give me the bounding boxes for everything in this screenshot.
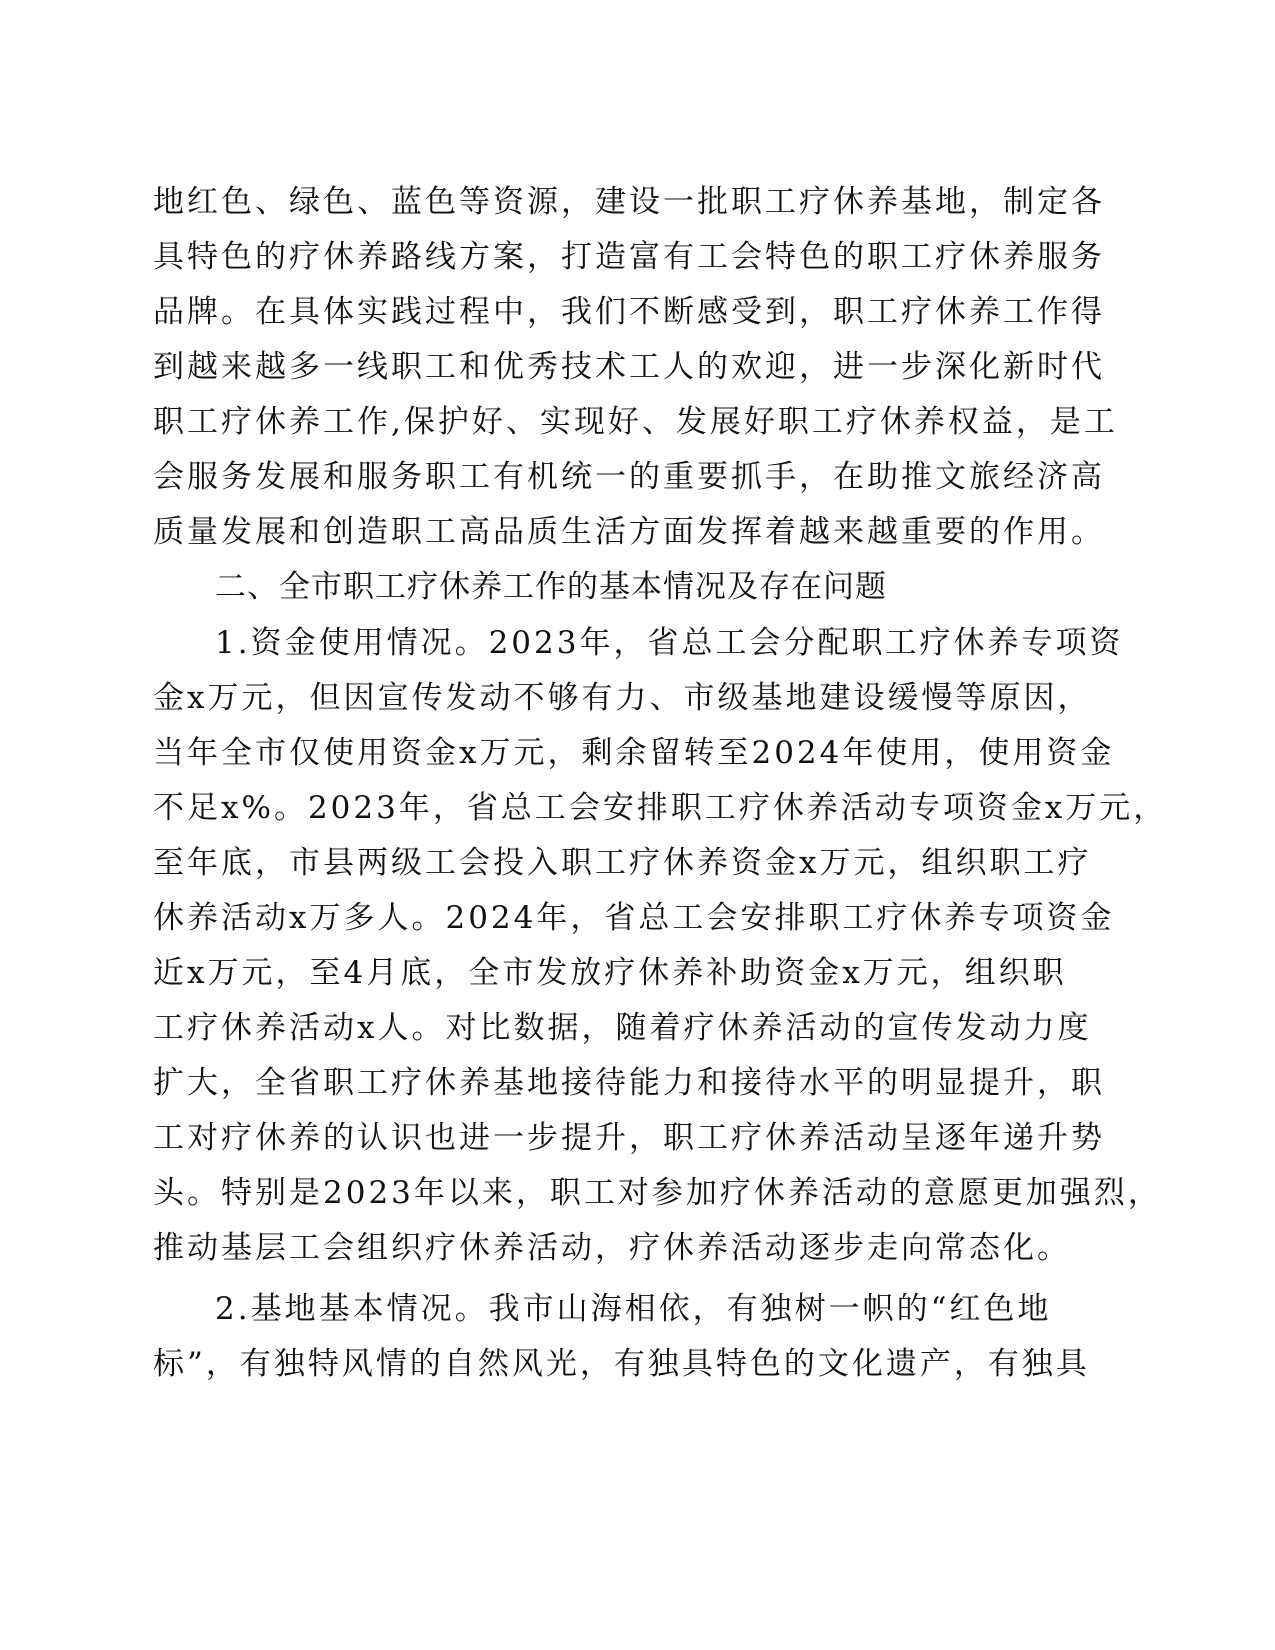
body-line: 质量发展和创造职工高品质生活方面发挥着越来越重要的作用。	[153, 514, 1105, 550]
section-heading: 二、全市职工疗休养工作的基本情况及存在问题	[215, 569, 887, 605]
body-line: 到越来越多一线职工和优秀技术工人的欢迎，进一步深化新时代	[153, 349, 1105, 385]
body-line: 工疗休养活动x人。对比数据，随着疗休养活动的宣传发动力度	[153, 1010, 1092, 1046]
body-line: 工对疗休养的认识也进一步提升，职工疗休养活动呈逐年递升势	[153, 1120, 1105, 1156]
body-line: 品牌。在具体实践过程中，我们不断感受到，职工疗休养工作得	[153, 294, 1105, 330]
body-line: 头。特别是2023年以来，职工对参加疗休养活动的意愿更加强烈，	[153, 1175, 1162, 1211]
body-line: 推动基层工会组织疗休养活动，疗休养活动逐步走向常态化。	[153, 1230, 1071, 1266]
body-line: 具特色的疗休养路线方案，打造富有工会特色的职工疗休养服务	[153, 239, 1105, 275]
body-line: 扩大，全省职工疗休养基地接待能力和接待水平的明显提升，职	[153, 1065, 1105, 1101]
body-line: 2.基地基本情况。我市山海相依，有独树一帜的“红色地	[215, 1291, 1052, 1327]
body-line: 1.资金使用情况。2023年，省总工会分配职工疗休养专项资	[215, 625, 1124, 661]
body-line: 金x万元，但因宣传发动不够有力、市级基地建设缓慢等原因，	[153, 680, 1092, 716]
body-line: 近x万元，至4月底，全市发放疗休养补助资金x万元，组织职	[153, 955, 1067, 991]
body-line: 当年全市仅使用资金x万元，剩余留转至2024年使用，使用资金	[153, 735, 1115, 771]
body-line: 会服务发展和服务职工有机统一的重要抓手，在助推文旅经济高	[153, 459, 1105, 495]
body-line: 地红色、绿色、蓝色等资源，建设一批职工疗休养基地，制定各	[153, 184, 1105, 220]
body-line: 至年底，市县两级工会投入职工疗休养资金x万元，组织职工疗	[153, 845, 1092, 881]
body-line: 休养活动x万多人。2024年，省总工会安排职工疗休养专项资金	[153, 900, 1115, 936]
body-line: 标”，有独特风情的自然风光，有独具特色的文化遗产，有独具	[153, 1346, 1090, 1382]
body-line: 不足x%。2023年，省总工会安排职工疗休养活动专项资金x万元，	[153, 790, 1168, 826]
body-line: 职工疗休养工作,保护好、实现好、发展好职工疗休养权益，是工	[153, 404, 1118, 440]
